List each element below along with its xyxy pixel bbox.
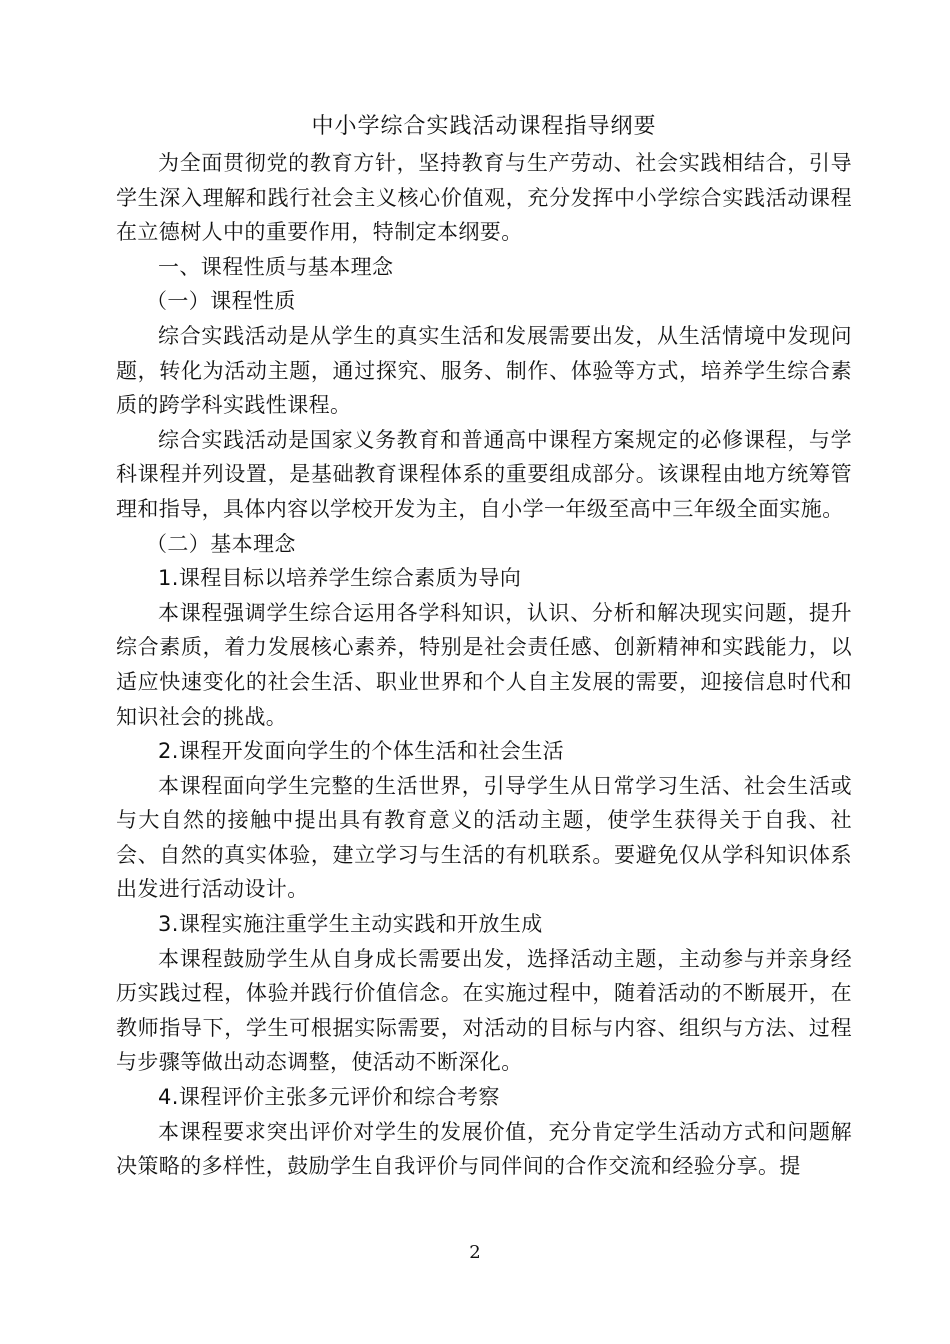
concept-paragraph-2: 本课程面向学生完整的生活世界，引导学生从日常学习生活、社会生活或与大自然的接触中提出具有教育意义的活动主题，使学生获得关于自我、社会、自然的真实体验，建立学习与生活的有机联系。要避免仅从学科知识体系出发进行活动设计。 xyxy=(116,773,852,902)
intro-paragraph: 为全面贯彻党的教育方针，坚持教育与生产劳动、社会实践相结合，引导学生深入理解和践行社会主义核心价值观，充分发挥中小学综合实践活动课程在立德树人中的重要作用，特制定本纲要。 xyxy=(116,151,852,245)
concept-heading-2: 2.课程开发面向学生的个体生活和社会生活 xyxy=(158,739,565,764)
concept-heading-1: 1.课程目标以培养学生综合素质为导向 xyxy=(158,566,522,591)
concept-heading-4: 4.课程评价主张多元评价和综合考察 xyxy=(158,1085,500,1110)
subsection-heading-concepts: （二）基本理念 xyxy=(146,531,296,556)
nature-paragraph-2: 综合实践活动是国家义务教育和普通高中课程方案规定的必修课程，与学科课程并列设置，是基础教育课程体系的重要组成部分。该课程由地方统筹管理和指导，具体内容以学校开发为主，自小学一年级至高中三年级全面实施。 xyxy=(116,427,852,521)
document-body xyxy=(116,108,852,1184)
section-heading-1: 一、课程性质与基本理念 xyxy=(158,254,394,279)
subsection-heading-nature: （一）课程性质 xyxy=(146,289,296,314)
document-title: 中小学综合实践活动课程指导纲要 xyxy=(311,114,657,139)
concept-paragraph-4: 本课程要求突出评价对学生的发展价值，充分肯定学生活动方式和问题解决策略的多样性，鼓励学生自我评价与同伴间的合作交流和经验分享。提 xyxy=(116,1119,852,1179)
page-number: 2 xyxy=(469,1242,481,1263)
nature-paragraph-1: 综合实践活动是从学生的真实生活和发展需要出发，从生活情境中发现问题，转化为活动主题，通过探究、服务、制作、体验等方式，培养学生综合素质的跨学科实践性课程。 xyxy=(116,323,852,418)
concept-paragraph-1: 本课程强调学生综合运用各学科知识，认识、分析和解决现实问题，提升综合素质，着力发展核心素养，特别是社会责任感、创新精神和实践能力，以适应快速变化的社会生活、职业世界和个人自主发展的需要，迎接信息时代和知识社会的挑战。 xyxy=(116,600,852,729)
concept-paragraph-3: 本课程鼓励学生从自身成长需要出发，选择活动主题，主动参与并亲身经历实践过程，体验并践行价值信念。在实施过程中，随着活动的不断展开，在教师指导下，学生可根据实际需要，对活动的目标与内容、组织与方法、过程与步骤等做出动态调整，使活动不断深化。 xyxy=(116,946,852,1075)
concept-heading-3: 3.课程实施注重学生主动实践和开放生成 xyxy=(158,912,543,937)
